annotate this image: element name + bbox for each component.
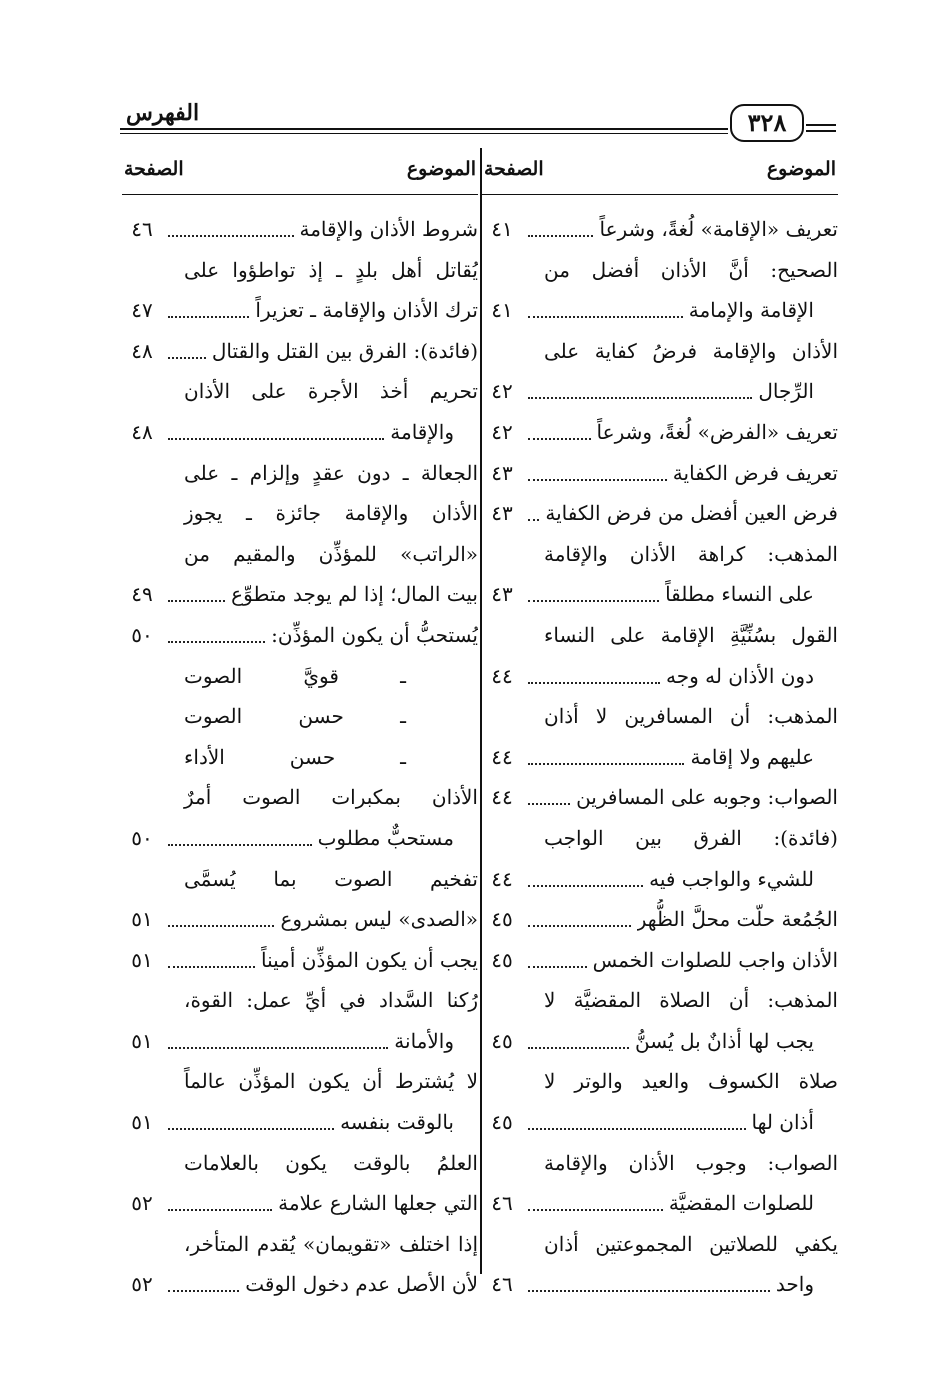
dot-leader [168, 899, 274, 940]
topic-header: الموضوع [406, 158, 476, 180]
index-entry [482, 453, 838, 494]
entry-page: ٥١ [131, 907, 153, 932]
index-entry [482, 534, 838, 575]
entry-topic: يكفي للصلاتين المجموعتين أذان [544, 1231, 838, 1256]
running-title: الفهرس [126, 100, 200, 126]
index-entry [482, 1143, 838, 1184]
entry-topic: الإقامة والإمامة [688, 298, 814, 323]
entry-topic: (فائدة): الفرق بين القتل والقتال [211, 338, 478, 363]
index-entry [122, 493, 478, 534]
dot-leader [528, 1021, 629, 1062]
entry-topic: الصواب: وجوبه على المسافرين [576, 785, 838, 810]
entry-topic: رُكنا السَّداد في أيِّ عمل: القوة، [184, 988, 478, 1013]
index-entry [482, 777, 838, 818]
index-entry [482, 859, 838, 900]
entry-topic: شروط الأذان والإقامة [299, 217, 478, 241]
index-entry [122, 980, 478, 1021]
index-entry [122, 737, 478, 778]
entry-topic: عليهم ولا إقامة [690, 744, 814, 769]
entry-topic: تفخيم الصوت بما يُسمَّى [184, 866, 478, 891]
index-entry [122, 777, 478, 818]
index-entry [482, 331, 838, 372]
entry-topic: ـ حسن الصوت [184, 704, 406, 729]
dot-leader [168, 290, 249, 331]
index-entry [482, 371, 838, 412]
entry-topic: ترك الأذان والإقامة ـ تعزيراً [255, 298, 478, 323]
page-number: ٣٢٨ [730, 104, 804, 142]
dot-leader [168, 818, 312, 859]
dot-leader [528, 493, 539, 534]
entry-topic: «الصدى» ليس بمشروع [280, 907, 478, 932]
index-entry [122, 574, 478, 615]
entry-topic: المذهب: أن المسافرين لا أذان [544, 704, 838, 729]
entry-topic: للصلوات المقضيَّة [668, 1191, 814, 1216]
entry-topic: لا يُشترط أن يكون المؤذِّن عالماً [184, 1069, 478, 1094]
entry-topic: تحريم أخذ الأجرة على الأذان [184, 379, 478, 404]
entry-topic: (فائدة): الفرق بين الواجب [544, 825, 838, 850]
entry-page: ٤١ [491, 298, 513, 323]
entry-page: ٥١ [131, 1110, 153, 1135]
index-entry [482, 574, 838, 615]
index-entry [122, 696, 478, 737]
index-entry [122, 209, 478, 250]
index-entry [122, 859, 478, 900]
entry-page: ٤٤ [491, 663, 513, 688]
index-entry [122, 615, 478, 656]
index-entry [482, 250, 838, 291]
entry-page: ٤٢ [491, 419, 513, 444]
entry-topic: على النساء مطلقاً [665, 582, 814, 607]
entry-topic: التي جعلها الشارع علامة [278, 1191, 478, 1216]
entry-topic: ـ قويَّ الصوت [184, 663, 406, 688]
dot-leader [528, 371, 752, 412]
entry-page: ٤٤ [491, 866, 513, 891]
entry-page: ٤٦ [131, 217, 153, 241]
dot-leader [528, 453, 667, 494]
index-entry [482, 980, 838, 1021]
dot-leader [528, 777, 570, 818]
entry-page: ٥٢ [131, 1272, 153, 1297]
entry-page: ٥١ [131, 1028, 153, 1053]
entry-page: ٥٢ [131, 1191, 153, 1216]
entry-topic: الأذان والإقامة فرضُ كفاية على [544, 338, 838, 363]
index-entry [482, 899, 838, 940]
index-entry [122, 1224, 478, 1265]
entry-page: ٤٥ [491, 1110, 513, 1135]
entry-topic: واحد [775, 1272, 814, 1297]
index-entry [122, 534, 478, 575]
entry-page: ٤٨ [131, 338, 153, 363]
entry-topic: والأمانة [394, 1028, 454, 1053]
dot-leader [528, 940, 587, 981]
index-entry [122, 1102, 478, 1143]
entry-page: ٤٥ [491, 1028, 513, 1053]
entry-topic: الجُمُعة حلّت محلَّ الظُّهر [636, 907, 838, 932]
index-entry [122, 940, 478, 981]
dot-leader [528, 574, 659, 615]
index-entry [122, 1061, 478, 1102]
entry-page: ٤٦ [491, 1272, 513, 1297]
dot-leader [168, 1021, 388, 1062]
index-entry [482, 1224, 838, 1265]
dot-leader [168, 1102, 334, 1143]
dot-leader [168, 940, 255, 981]
entry-topic: دون الأذان له وجه [666, 663, 814, 688]
dot-leader [528, 1183, 663, 1224]
entry-page: ٤٩ [131, 582, 153, 607]
entry-topic: صلاة الكسوف والعيد والوتر لا [544, 1069, 838, 1094]
entry-page: ٤٦ [491, 1191, 513, 1216]
index-entry [482, 1102, 838, 1143]
dot-leader [168, 615, 265, 656]
entry-topic: للشيء والواجب فيه [649, 866, 814, 891]
index-entry [482, 1264, 838, 1305]
page-header-label: الصفحة [124, 158, 184, 180]
entry-topic: فرض العين أفضل من فرض الكفاية [545, 501, 838, 526]
dot-leader [528, 412, 591, 453]
entry-topic: تعريف فرض الكفاية [672, 460, 838, 485]
entry-topic: الجعالة ـ دون عقدٍ وإلزام ـ على [184, 460, 478, 485]
index-entry [122, 412, 478, 453]
entry-topic: ـ حسن الأداء [184, 744, 406, 769]
dot-leader [528, 209, 593, 250]
entry-topic: «الراتب» للمؤذِّن والمقيم من [184, 541, 478, 566]
entry-topic: أذان لها [751, 1110, 814, 1135]
entry-topic: العلمُ بالوقت يكون بالعلامات [184, 1150, 478, 1175]
entry-topic: إذا اختلف «تقويمان» يُقدم المتأخر، [184, 1231, 478, 1256]
header-rule-thin [120, 133, 728, 134]
dot-leader [528, 859, 643, 900]
index-entry [482, 412, 838, 453]
entry-page: ٤٨ [131, 419, 153, 444]
index-entry [482, 818, 838, 859]
entry-page: ٥٠ [131, 622, 153, 647]
index-entry [122, 1021, 478, 1062]
index-rows [122, 209, 478, 1305]
index-entry [482, 615, 838, 656]
entry-topic: يجب أن يكون المؤذِّن أميناً [261, 947, 478, 972]
entry-topic: الرِّجال [758, 379, 814, 404]
entry-page: ٤٥ [491, 907, 513, 932]
entry-page: ٥١ [131, 947, 153, 972]
index-entry [482, 493, 838, 534]
entry-page: ٤٢ [491, 379, 513, 404]
topic-header: الموضوع [766, 158, 836, 180]
entry-topic: يُقاتل أهل بلدٍ ـ إذ تواطؤوا على [184, 257, 478, 282]
page-header [120, 96, 836, 142]
dot-leader [168, 209, 294, 250]
index-entry [482, 1021, 838, 1062]
entry-page: ٤١ [491, 217, 513, 241]
dot-leader [168, 331, 206, 372]
page-header-label: الصفحة [484, 158, 544, 180]
dot-leader [168, 574, 225, 615]
header-rule-right [806, 124, 836, 126]
index-entry [122, 818, 478, 859]
dot-leader [168, 1183, 272, 1224]
index-rows [482, 209, 838, 1305]
index-entry [482, 656, 838, 697]
index-entry [122, 250, 478, 291]
entry-topic: تعريف «الفرض» لُغةً، وشرعاً [596, 419, 838, 444]
entry-topic: الصواب: وجوب الأذان والإقامة [544, 1150, 838, 1175]
dot-leader [168, 412, 384, 453]
entry-topic: الصحيح: أنَّ الأذان أفضل من [544, 257, 838, 282]
header-rule-right-2 [806, 130, 836, 132]
entry-topic: بيت المال؛ إذا لم يوجد متطوِّع [231, 582, 478, 607]
entry-page: ٥٠ [131, 825, 153, 850]
index-entry [122, 290, 478, 331]
index-entry [122, 899, 478, 940]
dot-leader [528, 899, 631, 940]
index-column-right [482, 150, 838, 1305]
index-entry [482, 940, 838, 981]
dot-leader [528, 1102, 746, 1143]
entry-topic: الأذان والإقامة جائزة ـ يجوز [184, 501, 478, 526]
index-entry [122, 1143, 478, 1184]
index-entry [122, 371, 478, 412]
entry-topic: المذهب: أن الصلاة المقضيَّة لا [544, 988, 838, 1013]
entry-topic: تعريف «الإقامة» لُغةً، وشرعاً [599, 217, 838, 241]
entry-topic: الأذان واجب للصلوات الخمس [592, 947, 838, 972]
entry-topic: يُستحبُّ أن يكون المؤذِّن: [271, 622, 478, 647]
index-entry [122, 453, 478, 494]
dot-leader [168, 1264, 239, 1305]
index-entry [482, 1183, 838, 1224]
entry-page: ٤٧ [131, 298, 153, 323]
index-entry [482, 209, 838, 250]
entry-page: ٤٤ [491, 785, 513, 810]
index-entry [122, 656, 478, 697]
entry-topic: مستحبٌّ مطلوب [317, 825, 454, 850]
entry-page: ٤٣ [491, 501, 513, 526]
dot-leader [528, 290, 683, 331]
entry-page: ٤٣ [491, 582, 513, 607]
index-entry [482, 290, 838, 331]
entry-topic: يجب لها أذانٌ بل يُسنُّ [634, 1028, 814, 1053]
index-entry [482, 696, 838, 737]
entry-page: ٤٤ [491, 744, 513, 769]
dot-leader [528, 656, 660, 697]
entry-page: ٤٥ [491, 947, 513, 972]
index-entry [122, 331, 478, 372]
index-column-left [122, 150, 478, 1305]
entry-topic: القول بسُنِّيَّةِ الإقامة على النساء [544, 622, 838, 647]
entry-topic: المذهب: كراهة الأذان والإقامة [544, 541, 838, 566]
dot-leader [528, 737, 684, 778]
entry-topic: الأذان بمكبرات الصوت أمرٌ [184, 785, 478, 810]
index-entry [482, 1061, 838, 1102]
entry-topic: والإقامة [390, 419, 454, 444]
column-header [122, 150, 478, 195]
entry-topic: لأن الأصل عدم دخول الوقت [245, 1272, 478, 1297]
header-rule [120, 128, 728, 130]
column-header [482, 150, 838, 195]
index-entry [122, 1183, 478, 1224]
index-entry [122, 1264, 478, 1305]
index-entry [482, 737, 838, 778]
dot-leader [528, 1264, 770, 1305]
entry-page: ٤٣ [491, 460, 513, 485]
entry-topic: بالوقت بنفسه [340, 1110, 454, 1135]
